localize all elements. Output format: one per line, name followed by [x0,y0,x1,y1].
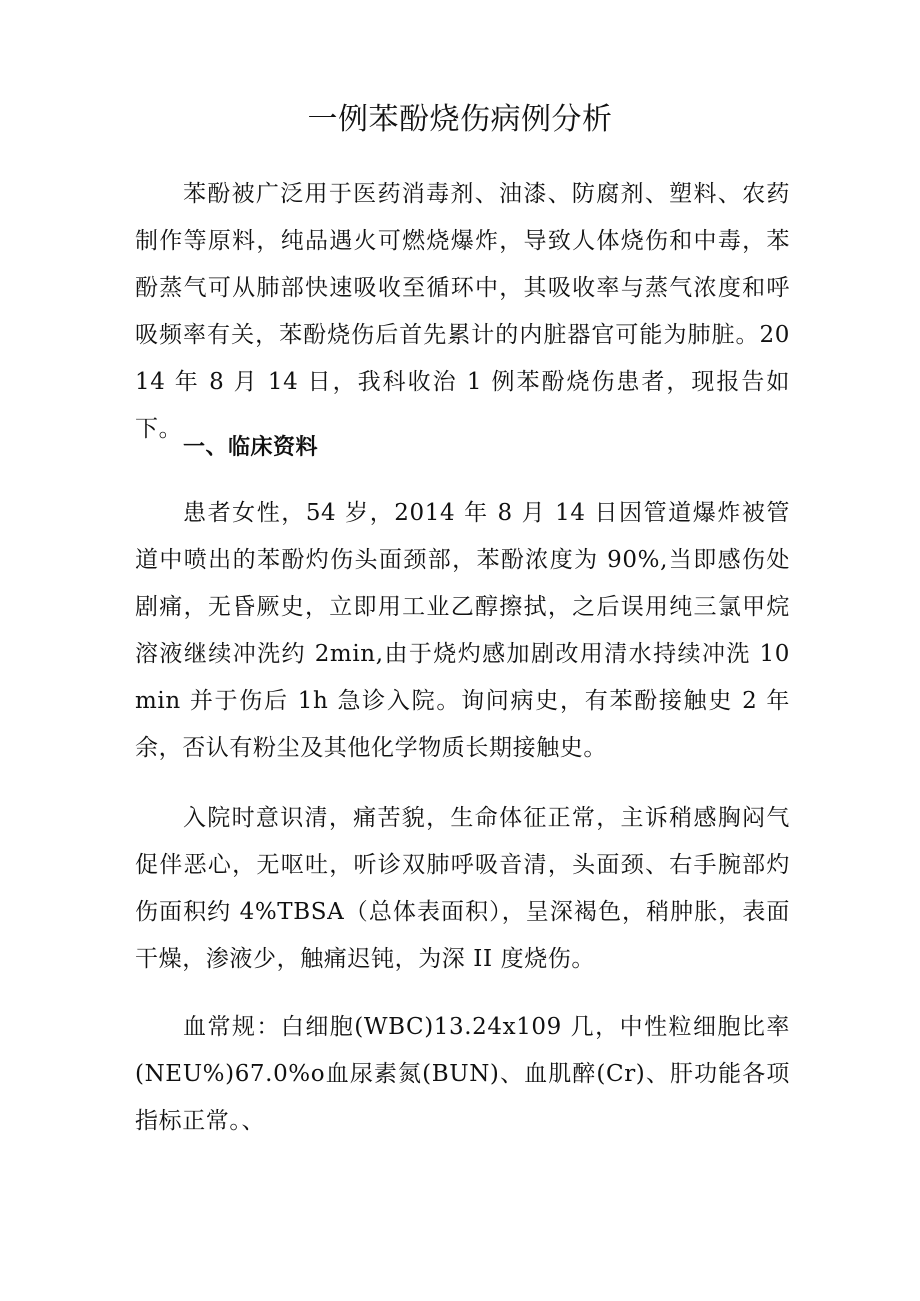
blood-test-paragraph: 血常规：白细胞(WBC)13.24x109 几，中性粒细胞比率(NEU%)67.0%o血尿素氮(BUN)、血肌醉(Cr)、肝功能各项指标正常。、 [135,1014,790,1134]
intro-paragraph: 苯酚被广泛用于医药消毒剂、油漆、防腐剂、塑料、农药制作等原料，纯品遇火可燃烧爆炸，导致人体烧伤和中毒，苯酚蒸气可从肺部快速吸收至循环中，其吸收率与蒸气浓度和呼吸频率有关，苯酚烧伤后首先累计的内脏器官可能为肺脏。2014 年 8 月 14 日，我科收治 1 例苯酚烧伤患者，现报告如下。 [135,181,790,442]
document-title: 一例苯酚烧伤病例分析 [307,102,613,137]
admission-findings-paragraph: 入院时意识清，痛苦貌，生命体征正常，主诉稍感胸闷气促伴恶心，无呕吐，听诊双肺呼吸音清，头面颈、右手腕部灼伤面积约 4%TBSA（总体表面积），呈深褐色，稍肿胀，表面干燥，渗液少，触痛迟钝，为深 II 度烧伤。 [135,805,790,972]
patient-history-paragraph: 患者女性，54 岁，2014 年 8 月 14 日因管道爆炸被管道中喷出的苯酚灼伤头面颈部，苯酚浓度为 90%,当即感伤处剧痛，无昏厥史，立即用工业乙醇擦拭，之后误用纯三氯甲烷溶液继续冲洗约 2min,由于烧灼感加剧改用清水持续冲洗 10min 并于伤后 1h 急诊入院。询问病史，有苯酚接触史 2 年余，否认有粉尘及其他化学物质长期接触史。 [135,500,790,761]
section-heading-clinical-data: 一、临床资料 [183,435,319,460]
